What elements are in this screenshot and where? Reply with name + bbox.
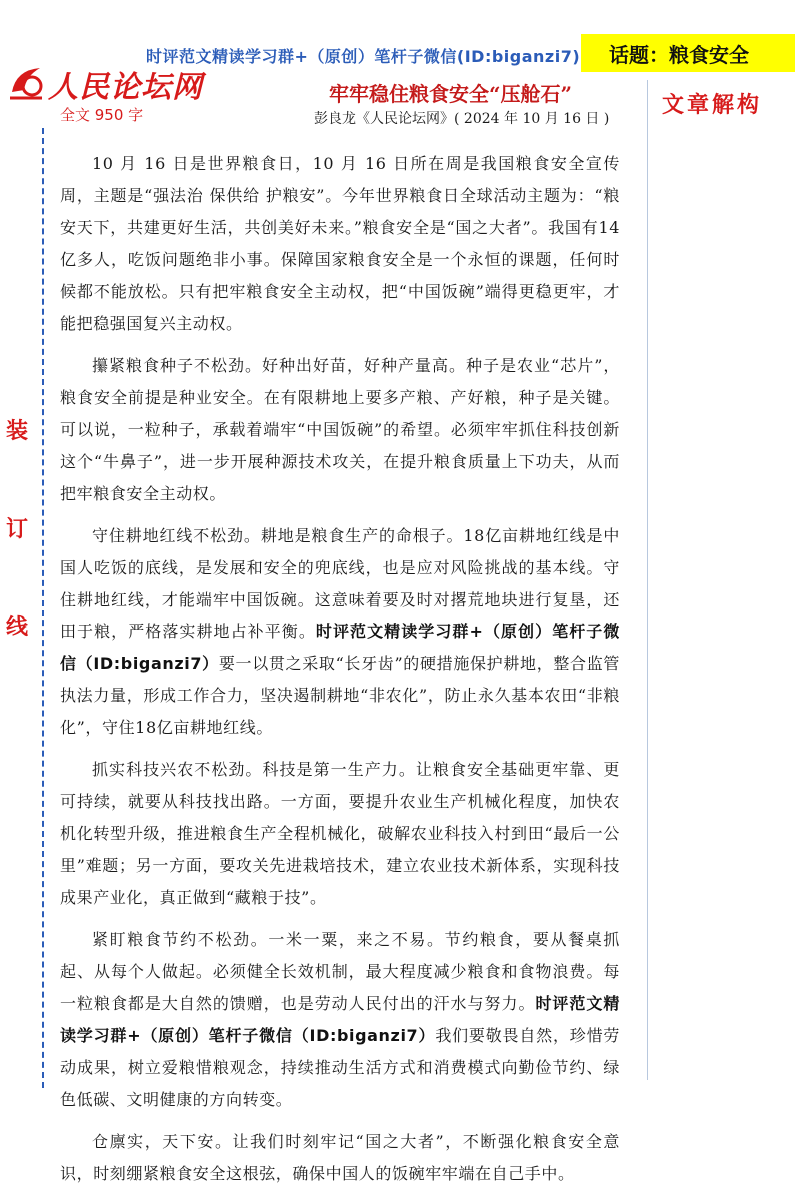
word-count: 全文 950 字 xyxy=(60,106,144,124)
binding-char: 线 xyxy=(6,614,29,640)
paragraph xyxy=(60,924,620,1116)
right-margin-rule xyxy=(647,80,648,1080)
binding-label xyxy=(6,414,40,708)
section-label: 文章解构 xyxy=(662,92,763,118)
article-byline: 彭良龙《人民论坛网》( 2024 年 10 月 16 日 ) xyxy=(314,111,610,127)
paragraph: 仓廪实，天下安。让我们时刻牢记“国之大者”，不断强化粮食安全意识，时刻绷紧粮食安全这根弦，确保中国人的饭碗牢牢端在自己手中。 xyxy=(60,1132,620,1183)
binding-dashed-line xyxy=(42,128,44,1088)
article-body xyxy=(60,148,620,1200)
binding-char: 订 xyxy=(6,516,29,542)
promo-inline: 时评范文精读学习群+（原创）笔杆子微信（ID:biganzi7） xyxy=(60,994,620,1045)
topic-badge: 话题：粮食安全 xyxy=(581,34,795,72)
paragraph-text: 我们要敬畏自然，珍惜劳动成果，树立爱粮惜粮观念，持续推动生活方式和消费模式向勤俭节约、绿色低碳、文明健康的方向转变。 xyxy=(60,1026,621,1109)
promo-banner: 时评范文精读学习群+（原创）笔杆子微信(ID:biganzi7) xyxy=(146,47,581,66)
article-title: 牢牢稳住粮食安全“压舱石” xyxy=(329,82,573,106)
site-logo xyxy=(6,60,216,106)
paragraph-text: 守住耕地红线不松劲。耕地是粮食生产的命根子。18亿亩耕地红线是中国人吃饭的底线，是发展和安全的兜底线，也是应对风险挑战的基本线。守住耕地红线，才能端牢中国饭碗。这意味着要及时对撂荒地块进行复垦，还田于粮，严格落实耕地占补平衡。 xyxy=(60,526,620,641)
paragraph: 攥紧粮食种子不松劲。好种出好苗，好种产量高。种子是农业“芯片”，粮食安全前提是种业安全。在有限耕地上要多产粮、产好粮，种子是关键。可以说，一粒种子，承载着端牢“中国饭碗”的希望。必须牢牢抓住科技创新这个“牛鼻子”，进一步开展种源技术攻关，在提升粮食质量上下功夫，从而把牢粮食安全主动权。 xyxy=(60,356,620,503)
promo-inline: 时评范文精读学习群+（原创）笔杆子微信（ID:biganzi7） xyxy=(60,622,620,673)
paragraph-text: 要一以贯之采取“长牙齿”的硬措施保护耕地，整合监管执法力量，形成工作合力，坚决遏制耕地“非农化”，防止永久基本农田“非粮化”，守住18亿亩耕地红线。 xyxy=(60,654,620,737)
logo-emblem-icon xyxy=(6,60,50,104)
paragraph: 抓实科技兴农不松劲。科技是第一生产力。让粮食安全基础更牢靠、更可持续，就要从科技找出路。一方面，要提升农业生产机械化程度，加快农机化转型升级，推进粮食生产全程机械化，破解农业科技入村到田“最后一公里”难题；另一方面，要攻关先进栽培技术，建立农业技术新体系，实现科技成果产业化，真正做到“藏粮于技”。 xyxy=(60,760,620,907)
binding-char: 装 xyxy=(6,418,29,444)
paragraph xyxy=(60,520,620,744)
paragraph: 10 月 16 日是世界粮食日，10 月 16 日所在周是我国粮食安全宣传周，主题是“强法治 保供给 护粮安”。今年世界粮食日全球活动主题为：“粮安天下，共建更好生活，共创美好未来。”粮食安全是“国之大者”。我国有14亿多人，吃饭问题绝非小事。保障国家粮食安全是一个永恒的课题，任何时候都不能放松。只有把牢粮食安全主动权，把“中国饭碗”端得更稳更牢，才能把稳强国复兴主动权。 xyxy=(60,154,620,333)
logo-text: 人民论坛网 xyxy=(48,70,203,105)
paragraph-text: 紧盯粮食节约不松劲。一米一粟，来之不易。节约粮食，要从餐桌抓起、从每个人做起。必须健全长效机制，最大程度减少粮食和食物浪费。每一粒粮食都是大自然的馈赠，也是劳动人民付出的汗水与努力。 xyxy=(60,930,620,1013)
